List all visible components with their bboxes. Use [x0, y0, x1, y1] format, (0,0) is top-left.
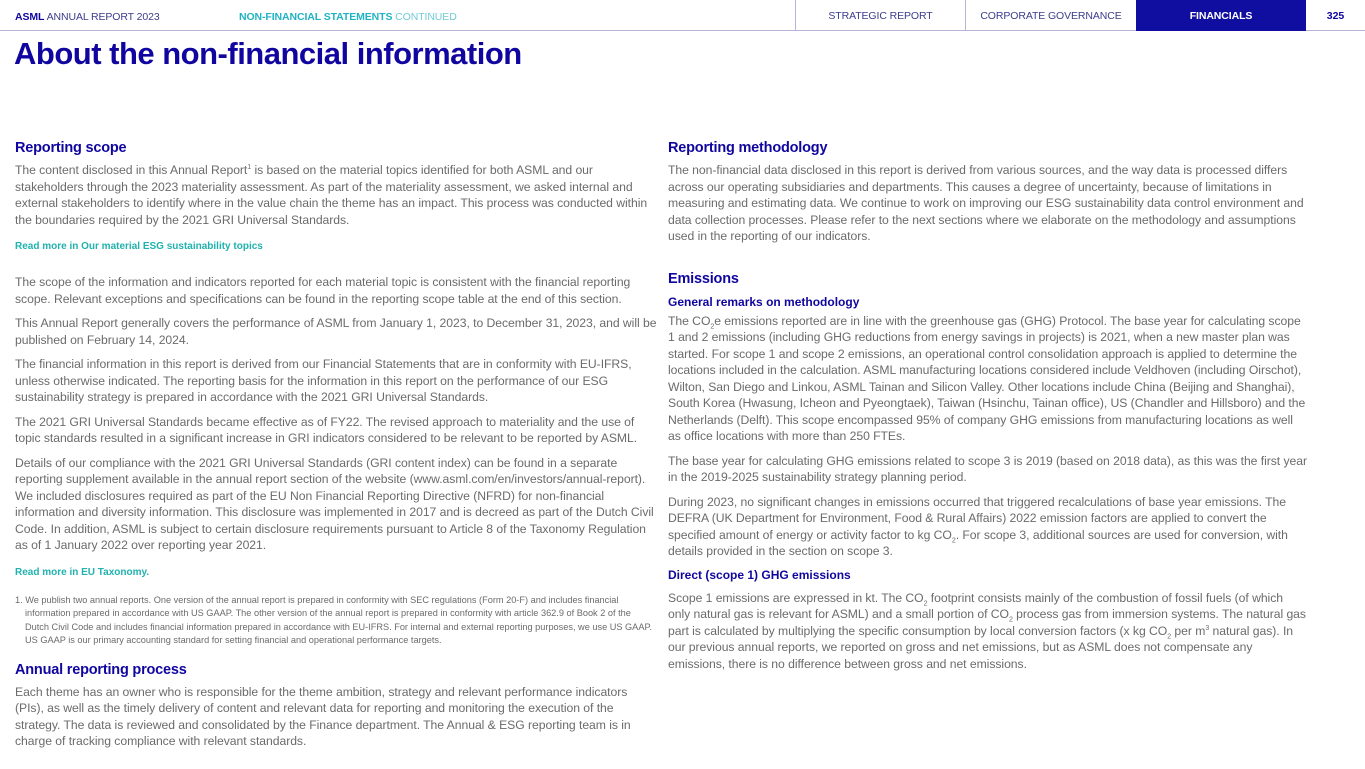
brand-name: ASML	[15, 11, 45, 23]
tab-financials[interactable]	[1136, 0, 1306, 31]
footnote-marker[interactable]: 1	[247, 163, 252, 171]
paragraph: The content disclosed in this Annual Report$^1$ is based on the material topics identified for both ASML and our stakeholders through the 2023 materiality assessment. As part of the materiality assessment, we asked internal and external stakeholders to identify where in the value chain the theme has an impact. This process was conducted within the boundaries required by the 2021 GRI Universal Standards.	[15, 163, 648, 227]
tab-label: CORPORATE GOVERNANCE	[980, 9, 1122, 22]
tab-corporate-governance[interactable]	[965, 0, 1136, 31]
section-name: NON-FINANCIAL STATEMENTS	[239, 11, 393, 23]
paragraph: The base year for calculating GHG emissions related to scope 3 is 2019 (based on 2018 data), as this was the first year in the 2019-2025 sustainability strategy planning period.	[668, 453, 1307, 484]
paragraph: The $CO_2e$ emissions reported are in line with the greenhouse gas (GHG) Protocol. The base year for calculating scope 1 and 2 emissions (including GHG reductions from energy savings in projects) is 2021, when a new master plan was started. For scope 1 and scope 2 emissions, an operational control consolidation approach is applied to determine the locations included in the calculation. ASML manufacturing locations considered include Veldhoven (including Oirschot), Wilton, San Diego and Linkou, ASML Tainan and Silicon Valley. Other locations include China (Beijing and Shanghai), South Korea (Hwasung, Icheon and Pyeongtaek), Taiwan (Hsinchu, Tainan office), US (Chandler and Hillsboro) and the Netherlands (Delft). This scope encompassed 95% of company GHG emissions from manufacturing locations as well as office locations with more than 250 FTEs.	[668, 313, 1306, 443]
heading-reporting-scope: Reporting scope	[15, 140, 127, 156]
paragraph: The non-financial data disclosed in this report is derived from various sources, and the way data is processed differs across our operating subsidiaries and departments. This causes a degree of uncertainty, because of limitations in measuring and estimating data. We continue to work on improving our ESG sustainability data control environment and data collection processes. Please refer to the next sections where we elaborate on the methodology and assumptions used in the reporting of our indicators.	[668, 163, 1304, 243]
paragraph: Scope 1 emissions are expressed in kt. The $CO_2$ footprint consists mainly of the combustion of fossil fuels (of which only natural gas is relevant for ASML) and a small portion of $CO_2$ process gas from immersion systems. The natural gas part is calculated by multiplying the specific consumption by local conversion factors (x kg $CO_2$ per $m^3$ natural gas). In our previous annual reports, we reported on gross and net emissions, but as ASML does not compensate any emissions, there is no difference between gross and net emissions.	[668, 590, 1306, 671]
paragraph: The scope of the information and indicators reported for each material topic is consistent with the financial reporting scope. Relevant exceptions and specifications can be found in the reporting scope table at the end of this section.	[15, 275, 631, 306]
section-continued: CONTINUED	[392, 11, 457, 23]
left-column	[15, 140, 657, 758]
top-navigation-bar	[0, 0, 1365, 31]
report-name: ANNUAL REPORT 2023	[44, 11, 160, 23]
read-more-link-eu-taxonomy[interactable]: Read more in EU Taxonomy.	[15, 566, 150, 578]
paragraph: The financial information in this report is derived from our Financial Statements that are in conformity with EU-IFRS, unless otherwise indicated. The reporting basis for the information in this report on the performance of our ESG sustainability strategy is prepared in accordance with the 2021 GRI Universal Standards.	[15, 357, 632, 404]
paragraph: Each theme has an owner who is responsible for the theme ambition, strategy and relevant performance indicators (PIs), as well as the timely delivery of content and relevant data for reporting and monitoring the execution of the strategy. The data is reviewed and consolidated by the Finance department. The Annual & ESG reporting team is in charge of tracking compliance with relevant standards.	[15, 684, 631, 748]
tab-label: FINANCIALS	[1189, 9, 1253, 22]
page-title: About the non-financial information	[14, 36, 522, 71]
paragraph: Details of our compliance with the 2021 GRI Universal Standards (GRI content index) can be found in a separate reporting supplement available in the annual report section of the website (www.asml.com/en/investors/annual-report). We included disclosures required as part of the EU Non Financial Reporting Directive (NFRD) for non-financial information and diversity information. This disclosure was implemented in 2017 and is decreed as part of the Dutch Civil Code. In addition, ASML is subject to certain disclosure requirements pursuant to Article 8 of the Taxonomy Regulation as of 1 January 2022 over reporting year 2021.	[15, 455, 654, 552]
footnote: 1. We publish two annual reports. One version of the annual report is prepared in conformity with SEC regulations (Form 20-F) and includes financial information prepared in accordance with US GAAP. The other version of the annual report is prepared in conformity with article 362.9 of Book 2 of the Dutch Civil Code and includes financial information prepared in accordance with EU-IFRS. For internal and external reporting purposes, we use US GAAP. US GAAP is our primary accounting standard for setting financial and operational performance targets.	[15, 594, 652, 645]
heading-emissions: Emissions	[668, 270, 739, 287]
subheading-direct-scope1: Direct (scope 1) GHG emissions	[668, 567, 851, 582]
page-number: 325	[1326, 9, 1345, 22]
tab-strategic-report[interactable]	[795, 0, 965, 31]
paragraph: The 2021 GRI Universal Standards became effective as of FY22. The revised approach to materiality and the use of topic standards resulted in a significant increase in GRI indicators considered to be relevant to be reported by ASML.	[15, 414, 638, 445]
tab-label: STRATEGIC REPORT	[828, 9, 933, 22]
section-breadcrumb[interactable]	[239, 11, 457, 23]
read-more-link-esg-topics[interactable]: Read more in Our material ESG sustainability topics	[15, 241, 263, 252]
heading-annual-reporting-process: Annual reporting process	[15, 661, 187, 678]
report-brand	[15, 11, 160, 23]
heading-reporting-methodology: Reporting methodology	[668, 140, 828, 156]
paragraph: During 2023, no significant changes in emissions occurred that triggered recalculations of base year emissions. The DEFRA (UK Department for Environment, Food & Rural Affairs) 2022 emission factors are applied to convert the specified amount of energy or activity factor to kg $CO_2$. For scope 3, additional sources are used for conversion, with details provided in the section on scope 3.	[668, 494, 1288, 558]
subheading-general-remarks: General remarks on methodology	[668, 294, 860, 309]
right-column	[668, 140, 1308, 680]
paragraph: This Annual Report generally covers the performance of ASML from January 1, 2023, to December 31, 2023, and will be published on February 14, 2024.	[15, 316, 657, 347]
